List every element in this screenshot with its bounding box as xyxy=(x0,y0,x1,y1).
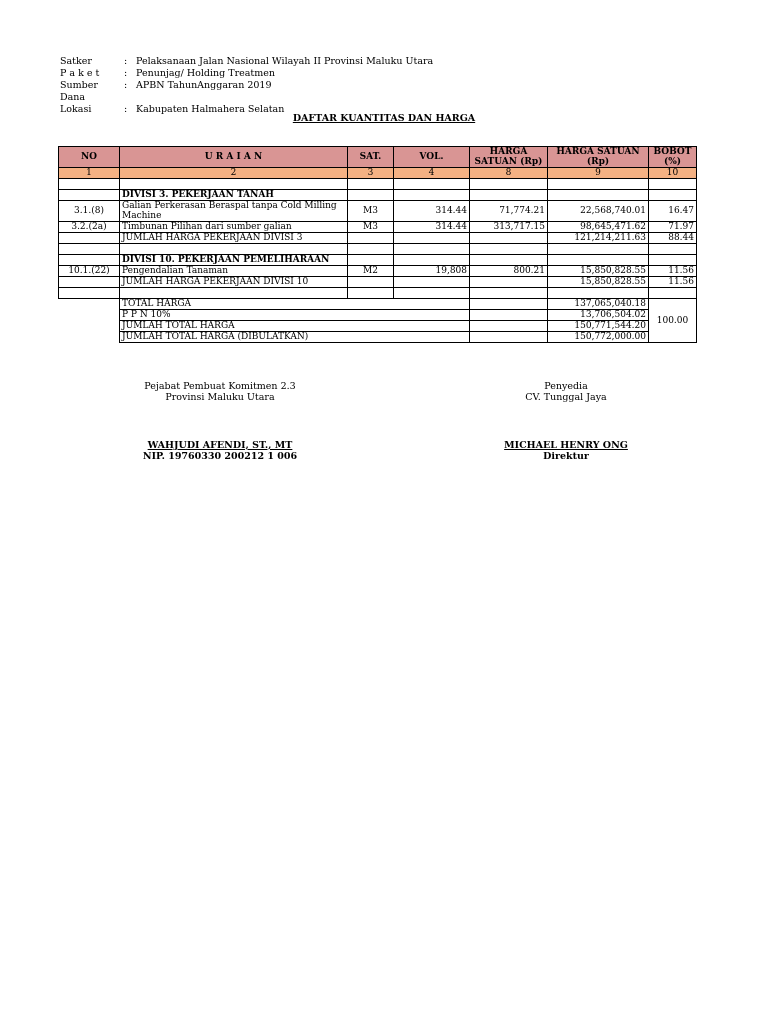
summary-value: 137,065,040.18 xyxy=(548,299,649,310)
division-total-bobot: 11.56 xyxy=(649,277,697,288)
division-title: DIVISI 10. PEKERJAAN PEMELIHARAAN xyxy=(120,255,348,266)
summary-label: TOTAL HARGA xyxy=(120,299,470,310)
signature-block-left xyxy=(120,381,320,462)
meta-value: APBN TahunAnggaran 2019 xyxy=(136,80,272,91)
meta-value: Pelaksanaan Jalan Nasional Wilayah II Provinsi Maluku Utara xyxy=(136,56,434,67)
meta-row-sumber-dana: Sumber Dana : APBN TahunAnggaran 2019 xyxy=(60,80,272,103)
summary-row xyxy=(59,332,697,343)
signer-org: Provinsi Maluku Utara xyxy=(165,392,275,403)
boq-table xyxy=(58,146,697,343)
summary-value: 150,771,544.20 xyxy=(548,321,649,332)
division-title: DIVISI 3. PEKERJAAN TANAH xyxy=(120,190,348,201)
col-header-harga-jumlah: HARGA SATUAN (Rp) xyxy=(548,147,649,168)
signer-org: CV. Tunggal Jaya xyxy=(525,392,607,403)
col-header-uraian: U R A I A N xyxy=(120,147,348,168)
item-sat: M3 xyxy=(348,222,394,233)
table-header-row xyxy=(59,147,697,168)
col-index: 8 xyxy=(470,168,548,179)
meta-value: Penunjag/ Holding Treatmen xyxy=(136,68,275,79)
meta-label: Sumber Dana xyxy=(60,80,98,103)
division-title-row xyxy=(59,190,697,201)
item-jumlah: 98,645,471.62 xyxy=(548,222,649,233)
col-index: 2 xyxy=(120,168,348,179)
division-total-row xyxy=(59,233,697,244)
item-harga: 71,774.21 xyxy=(470,201,548,222)
item-uraian: Timbunan Pilihan dari sumber galian xyxy=(120,222,348,233)
col-header-no: NO xyxy=(59,147,120,168)
signer-id: Direktur xyxy=(543,451,589,462)
col-index: 10 xyxy=(649,168,697,179)
document-meta xyxy=(60,56,433,116)
item-vol: 19,808 xyxy=(394,266,470,277)
col-header-harga-satuan: HARGA SATUAN (Rp) xyxy=(470,147,548,168)
summary-value: 13,706,504.02 xyxy=(548,310,649,321)
column-index-row xyxy=(59,168,697,179)
signer-name: MICHAEL HENRY ONG xyxy=(504,440,628,451)
table-row xyxy=(59,222,697,233)
item-sat: M2 xyxy=(348,266,394,277)
item-vol: 314.44 xyxy=(394,222,470,233)
division-total: 15,850,828.55 xyxy=(548,277,649,288)
summary-row xyxy=(59,310,697,321)
item-harga: 800.21 xyxy=(470,266,548,277)
item-bobot: 16.47 xyxy=(649,201,697,222)
division-title-row xyxy=(59,255,697,266)
spacer-row xyxy=(59,244,697,255)
division-total: 121,214,211.63 xyxy=(548,233,649,244)
division-total-label: JUMLAH HARGA PEKERJAAN DIVISI 3 xyxy=(120,233,348,244)
col-header-vol: VOL. xyxy=(394,147,470,168)
meta-label: Satker xyxy=(60,56,92,67)
item-bobot: 11.56 xyxy=(649,266,697,277)
division-total-label: JUMLAH HARGA PEKERJAAN DIVISI 10 xyxy=(120,277,348,288)
signature-block-right xyxy=(466,381,666,462)
document-title: DAFTAR KUANTITAS DAN HARGA xyxy=(292,113,476,124)
summary-label: JUMLAH TOTAL HARGA (DIBULATKAN) xyxy=(120,332,470,343)
item-sat: M3 xyxy=(348,201,394,222)
meta-row-paket: P a k e t : Penunjag/ Holding Treatmen xyxy=(60,68,275,79)
item-no: 10.1.(22) xyxy=(59,266,120,277)
col-index: 4 xyxy=(394,168,470,179)
item-jumlah: 15,850,828.55 xyxy=(548,266,649,277)
summary-row xyxy=(59,299,697,310)
division-total-bobot: 88.44 xyxy=(649,233,697,244)
meta-row-satker: Satker : Pelaksanaan Jalan Nasional Wilayah II Provinsi Maluku Utara xyxy=(60,56,434,67)
signer-id: NIP. 19760330 200212 1 006 xyxy=(142,451,298,462)
col-index: 9 xyxy=(548,168,649,179)
item-harga: 313,717.15 xyxy=(470,222,548,233)
spacer-row xyxy=(59,179,697,190)
meta-value: Kabupaten Halmahera Selatan xyxy=(136,104,285,115)
summary-label: JUMLAH TOTAL HARGA xyxy=(120,321,470,332)
table-row xyxy=(59,266,697,277)
summary-value: 150,772,000.00 xyxy=(548,332,649,343)
item-uraian: Pengendalian Tanaman xyxy=(120,266,348,277)
item-vol: 314.44 xyxy=(394,201,470,222)
col-header-bobot: BOBOT (%) xyxy=(649,147,697,168)
col-index: 1 xyxy=(59,168,120,179)
item-no: 3.2.(2a) xyxy=(59,222,120,233)
summary-bobot: 100.00 xyxy=(649,299,697,343)
signer-name: WAHJUDI AFENDI, ST., MT xyxy=(147,440,293,451)
item-uraian: Galian Perkerasan Beraspal tanpa Cold Milling Machine xyxy=(120,201,348,222)
summary-row xyxy=(59,321,697,332)
spacer-row xyxy=(59,288,697,299)
col-header-sat: SAT. xyxy=(348,147,394,168)
meta-row-lokasi: Lokasi : Kabupaten Halmahera Selatan xyxy=(60,104,285,115)
col-index: 3 xyxy=(348,168,394,179)
item-jumlah: 22,568,740.01 xyxy=(548,201,649,222)
item-no: 3.1.(8) xyxy=(59,201,120,222)
signer-title: Penyedia xyxy=(544,381,588,392)
signer-title: Pejabat Pembuat Komitmen 2.3 xyxy=(144,381,296,392)
division-total-row xyxy=(59,277,697,288)
table-row xyxy=(59,201,697,222)
summary-label: P P N 10% xyxy=(120,310,470,321)
meta-label: Lokasi xyxy=(60,104,92,115)
meta-label: P a k e t xyxy=(60,68,100,79)
item-bobot: 71.97 xyxy=(649,222,697,233)
